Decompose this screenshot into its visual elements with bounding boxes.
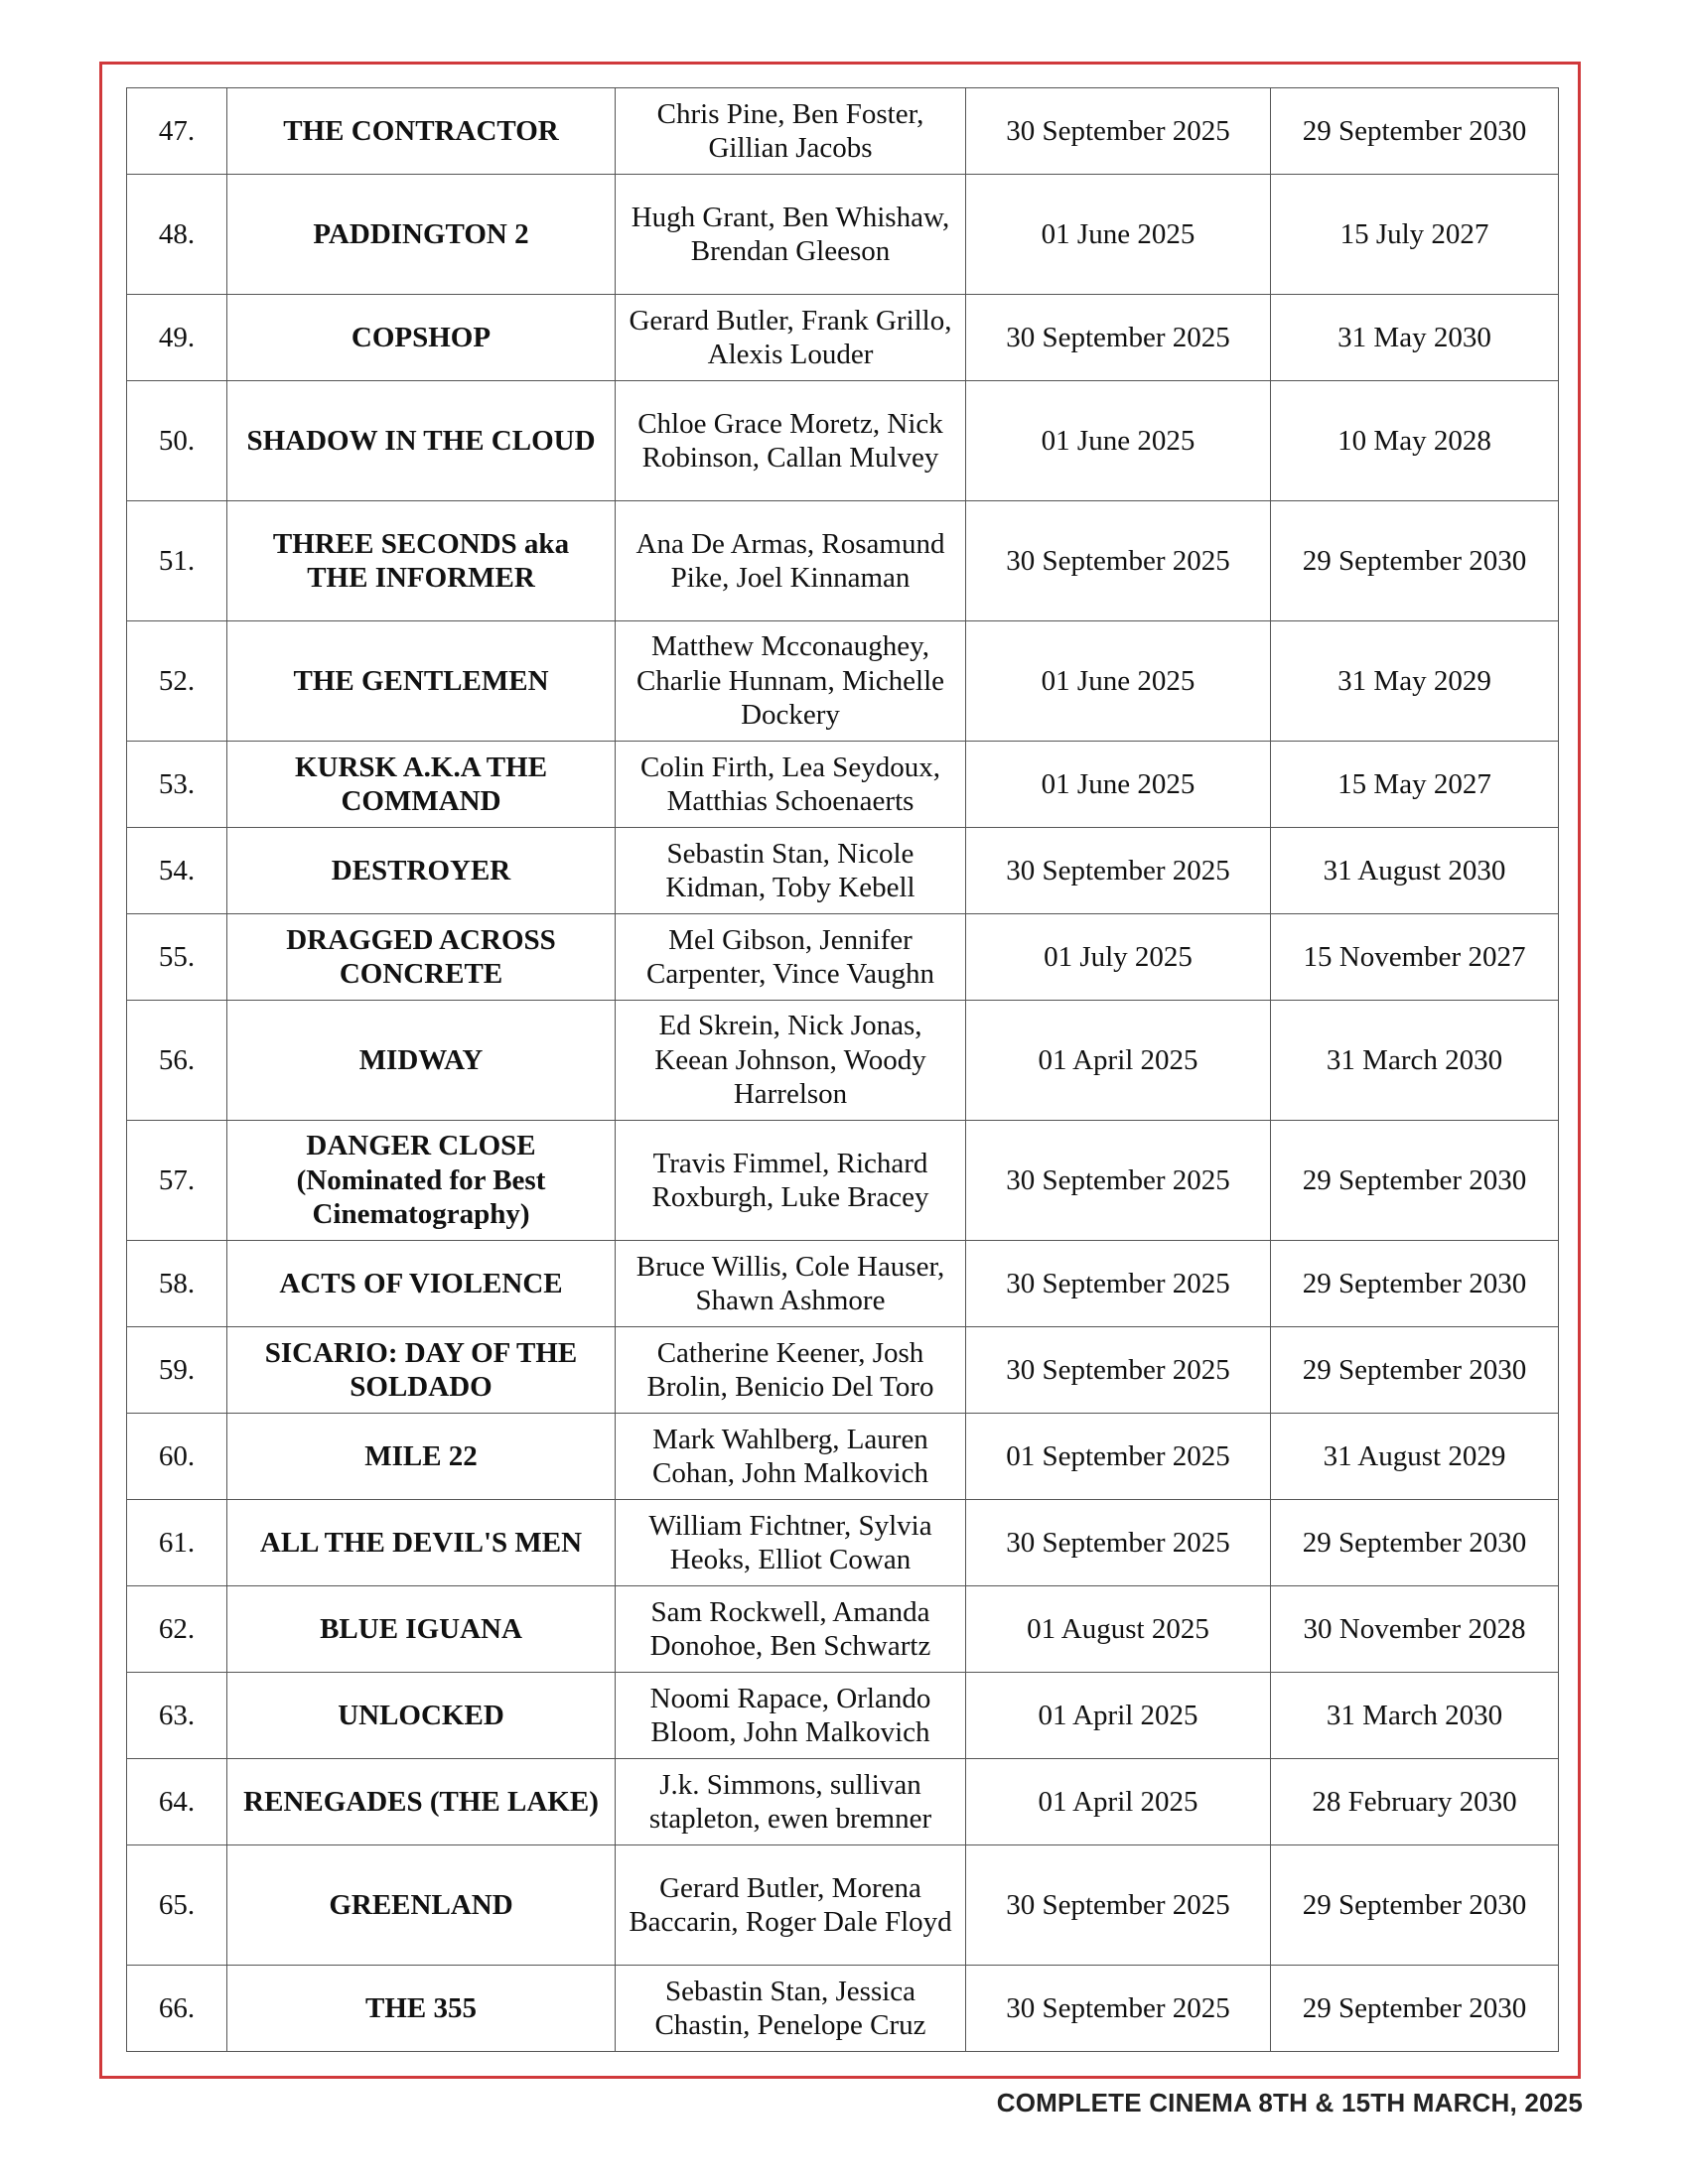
- serial-number: 60.: [127, 1414, 227, 1500]
- film-cast: Mel Gibson, Jennifer Carpenter, Vince Vaughn: [616, 914, 966, 1001]
- film-cast: Ana De Armas, Rosamund Pike, Joel Kinnaman: [616, 501, 966, 621]
- film-cast: Travis Fimmel, Richard Roxburgh, Luke Bracey: [616, 1121, 966, 1241]
- serial-number: 65.: [127, 1845, 227, 1966]
- start-date: 01 June 2025: [966, 381, 1271, 501]
- film-cast: Mark Wahlberg, Lauren Cohan, John Malkovich: [616, 1414, 966, 1500]
- start-date: 30 September 2025: [966, 1121, 1271, 1241]
- start-date: 30 September 2025: [966, 295, 1271, 381]
- film-cast: Ed Skrein, Nick Jonas, Keean Johnson, Woody Harrelson: [616, 1001, 966, 1121]
- film-title: THE GENTLEMEN: [227, 621, 616, 742]
- table-row: [127, 621, 1559, 742]
- serial-number: 56.: [127, 1001, 227, 1121]
- serial-number: 57.: [127, 1121, 227, 1241]
- table-row: [127, 501, 1559, 621]
- film-cast: Sam Rockwell, Amanda Donohoe, Ben Schwartz: [616, 1586, 966, 1673]
- end-date: 28 February 2030: [1271, 1759, 1559, 1845]
- film-title: GREENLAND: [227, 1845, 616, 1966]
- film-cast: Bruce Willis, Cole Hauser, Shawn Ashmore: [616, 1241, 966, 1327]
- serial-number: 49.: [127, 295, 227, 381]
- serial-number: 54.: [127, 828, 227, 914]
- end-date: 29 September 2030: [1271, 1121, 1559, 1241]
- start-date: 30 September 2025: [966, 501, 1271, 621]
- start-date: 30 September 2025: [966, 1327, 1271, 1414]
- film-cast: Matthew Mcconaughey, Charlie Hunnam, Michelle Dockery: [616, 621, 966, 742]
- start-date: 30 September 2025: [966, 1241, 1271, 1327]
- start-date: 30 September 2025: [966, 1500, 1271, 1586]
- film-rights-table: [126, 87, 1559, 2052]
- serial-number: 52.: [127, 621, 227, 742]
- end-date: 29 September 2030: [1271, 1241, 1559, 1327]
- film-title: BLUE IGUANA: [227, 1586, 616, 1673]
- start-date: 01 June 2025: [966, 621, 1271, 742]
- film-cast: Gerard Butler, Morena Baccarin, Roger Dale Floyd: [616, 1845, 966, 1966]
- serial-number: 53.: [127, 742, 227, 828]
- film-title: DANGER CLOSE (Nominated for Best Cinematography): [227, 1121, 616, 1241]
- start-date: 01 June 2025: [966, 742, 1271, 828]
- serial-number: 47.: [127, 88, 227, 175]
- film-cast: J.k. Simmons, sullivan stapleton, ewen bremner: [616, 1759, 966, 1845]
- table-row: [127, 88, 1559, 175]
- start-date: 30 September 2025: [966, 1966, 1271, 2052]
- film-cast: Gerard Butler, Frank Grillo, Alexis Louder: [616, 295, 966, 381]
- end-date: 29 September 2030: [1271, 1500, 1559, 1586]
- start-date: 01 September 2025: [966, 1414, 1271, 1500]
- start-date: 30 September 2025: [966, 88, 1271, 175]
- end-date: 29 September 2030: [1271, 88, 1559, 175]
- end-date: 31 March 2030: [1271, 1673, 1559, 1759]
- serial-number: 48.: [127, 175, 227, 295]
- table-row: [127, 381, 1559, 501]
- start-date: 01 April 2025: [966, 1001, 1271, 1121]
- film-title: THE CONTRACTOR: [227, 88, 616, 175]
- table-row: [127, 1500, 1559, 1586]
- end-date: 15 November 2027: [1271, 914, 1559, 1001]
- serial-number: 59.: [127, 1327, 227, 1414]
- film-title: SICARIO: DAY OF THE SOLDADO: [227, 1327, 616, 1414]
- table-row: [127, 295, 1559, 381]
- film-rights-table-container: [126, 87, 1558, 2052]
- end-date: 15 May 2027: [1271, 742, 1559, 828]
- film-title: THE 355: [227, 1966, 616, 2052]
- end-date: 31 May 2030: [1271, 295, 1559, 381]
- end-date: 31 August 2030: [1271, 828, 1559, 914]
- serial-number: 50.: [127, 381, 227, 501]
- table-row: [127, 742, 1559, 828]
- table-row: [127, 828, 1559, 914]
- serial-number: 55.: [127, 914, 227, 1001]
- film-title: MIDWAY: [227, 1001, 616, 1121]
- table-row: [127, 175, 1559, 295]
- film-title: SHADOW IN THE CLOUD: [227, 381, 616, 501]
- table-row: [127, 1759, 1559, 1845]
- start-date: 01 July 2025: [966, 914, 1271, 1001]
- film-cast: Chloe Grace Moretz, Nick Robinson, Callan Mulvey: [616, 381, 966, 501]
- table-row: [127, 1673, 1559, 1759]
- film-cast: Hugh Grant, Ben Whishaw, Brendan Gleeson: [616, 175, 966, 295]
- end-date: 29 September 2030: [1271, 1327, 1559, 1414]
- serial-number: 62.: [127, 1586, 227, 1673]
- film-title: RENEGADES (THE LAKE): [227, 1759, 616, 1845]
- film-title: THREE SECONDS aka THE INFORMER: [227, 501, 616, 621]
- end-date: 29 September 2030: [1271, 1845, 1559, 1966]
- start-date: 01 April 2025: [966, 1673, 1271, 1759]
- film-cast: Catherine Keener, Josh Brolin, Benicio Del Toro: [616, 1327, 966, 1414]
- end-date: 30 November 2028: [1271, 1586, 1559, 1673]
- table-row: [127, 914, 1559, 1001]
- end-date: 31 May 2029: [1271, 621, 1559, 742]
- start-date: 01 August 2025: [966, 1586, 1271, 1673]
- film-cast: Colin Firth, Lea Seydoux, Matthias Schoenaerts: [616, 742, 966, 828]
- film-cast: Sebastin Stan, Jessica Chastin, Penelope Cruz: [616, 1966, 966, 2052]
- film-title: MILE 22: [227, 1414, 616, 1500]
- table-row: [127, 1001, 1559, 1121]
- table-row: [127, 1414, 1559, 1500]
- serial-number: 66.: [127, 1966, 227, 2052]
- film-title: UNLOCKED: [227, 1673, 616, 1759]
- film-title: DESTROYER: [227, 828, 616, 914]
- film-title: KURSK A.K.A THE COMMAND: [227, 742, 616, 828]
- footer-edition-label: COMPLETE CINEMA 8TH & 15TH MARCH, 2025: [996, 2088, 1583, 2117]
- serial-number: 58.: [127, 1241, 227, 1327]
- end-date: 31 August 2029: [1271, 1414, 1559, 1500]
- film-title: ALL THE DEVIL'S MEN: [227, 1500, 616, 1586]
- serial-number: 64.: [127, 1759, 227, 1845]
- film-title: COPSHOP: [227, 295, 616, 381]
- start-date: 30 September 2025: [966, 828, 1271, 914]
- table-row: [127, 1121, 1559, 1241]
- end-date: 29 September 2030: [1271, 1966, 1559, 2052]
- film-cast: Chris Pine, Ben Foster, Gillian Jacobs: [616, 88, 966, 175]
- table-row: [127, 1966, 1559, 2052]
- start-date: 01 June 2025: [966, 175, 1271, 295]
- serial-number: 63.: [127, 1673, 227, 1759]
- serial-number: 61.: [127, 1500, 227, 1586]
- table-row: [127, 1586, 1559, 1673]
- table-row: [127, 1241, 1559, 1327]
- end-date: 10 May 2028: [1271, 381, 1559, 501]
- end-date: 29 September 2030: [1271, 501, 1559, 621]
- film-title: ACTS OF VIOLENCE: [227, 1241, 616, 1327]
- film-cast: William Fichtner, Sylvia Heoks, Elliot Cowan: [616, 1500, 966, 1586]
- start-date: 30 September 2025: [966, 1845, 1271, 1966]
- film-title: PADDINGTON 2: [227, 175, 616, 295]
- table-row: [127, 1845, 1559, 1966]
- serial-number: 51.: [127, 501, 227, 621]
- film-title: DRAGGED ACROSS CONCRETE: [227, 914, 616, 1001]
- end-date: 31 March 2030: [1271, 1001, 1559, 1121]
- end-date: 15 July 2027: [1271, 175, 1559, 295]
- film-cast: Noomi Rapace, Orlando Bloom, John Malkovich: [616, 1673, 966, 1759]
- film-cast: Sebastin Stan, Nicole Kidman, Toby Kebell: [616, 828, 966, 914]
- start-date: 01 April 2025: [966, 1759, 1271, 1845]
- table-row: [127, 1327, 1559, 1414]
